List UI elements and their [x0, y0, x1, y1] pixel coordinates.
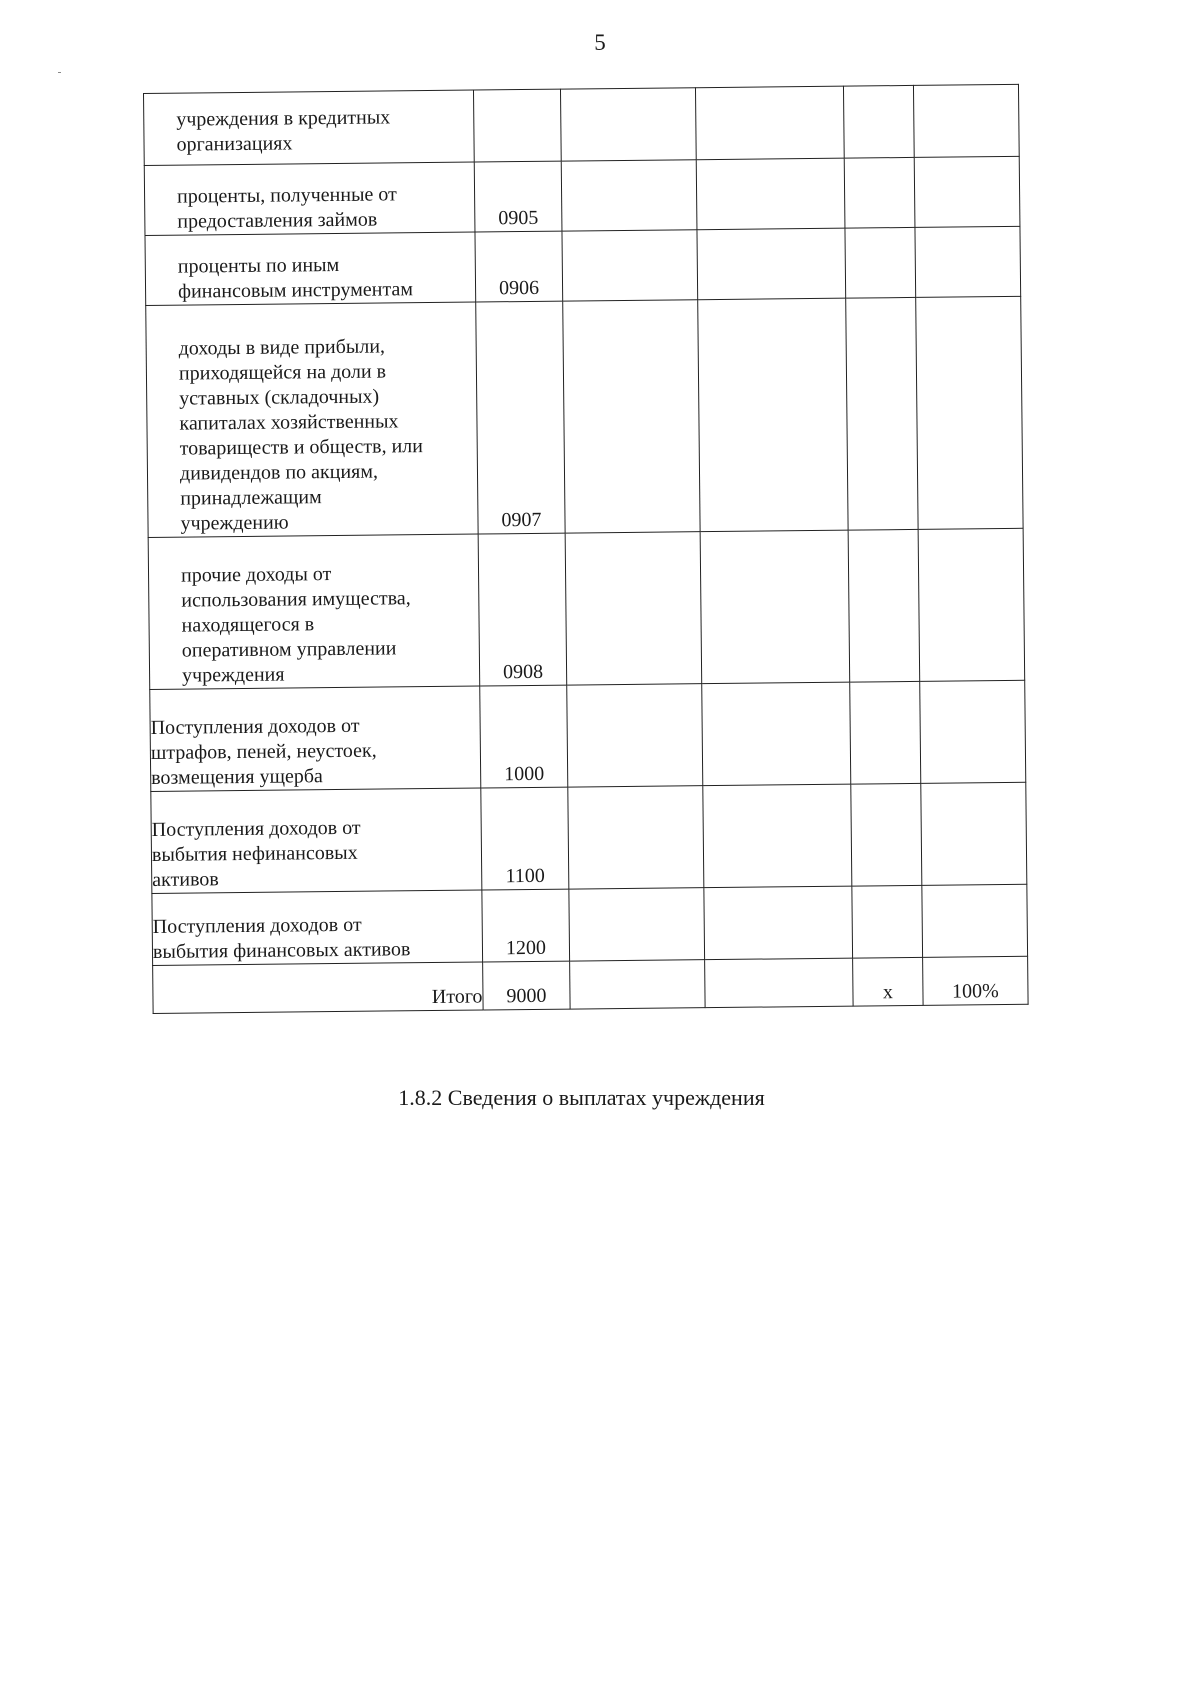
- income-table: [143, 84, 1029, 1014]
- total-row: [153, 956, 1028, 1013]
- value-cell: [852, 885, 923, 958]
- row-code: 0908: [478, 533, 567, 686]
- row-code: 0907: [476, 301, 565, 534]
- row-code: 1200: [482, 889, 570, 962]
- value-cell: [916, 296, 1023, 529]
- value-cell: [569, 888, 705, 961]
- total-col5: x: [853, 957, 923, 1006]
- value-cell: [851, 783, 922, 886]
- value-cell: [703, 784, 852, 888]
- income-table-container: [143, 84, 1029, 1014]
- table-row: [148, 528, 1025, 689]
- value-cell: [850, 681, 921, 784]
- value-cell: [845, 227, 916, 298]
- total-col6: 100%: [923, 956, 1028, 1005]
- value-cell: [918, 528, 1025, 681]
- row-name: Поступления доходов от выбытия финансовых активов: [152, 890, 483, 965]
- value-cell: [920, 680, 1026, 783]
- value-cell: [565, 532, 702, 685]
- section-heading: 1.8.2 Сведения о выплатах учреждения: [398, 1085, 765, 1110]
- value-cell: [922, 884, 1028, 957]
- value-cell: [560, 88, 696, 161]
- table-row: [150, 680, 1026, 791]
- table-row: [144, 156, 1020, 235]
- row-code: 0905: [474, 161, 562, 232]
- table-row: [144, 84, 1020, 165]
- value-cell: [562, 230, 698, 301]
- value-cell: [913, 84, 1019, 157]
- value-cell: [702, 682, 851, 786]
- value-cell: [568, 786, 704, 889]
- value-cell: [700, 530, 850, 684]
- row-name: доходы в виде прибыли, приходящейся на доли в уставных (складочных) капиталах хозяйственных товариществ и обществ, или дивидендов по акциям, принадлежащим учреждению: [146, 302, 478, 537]
- total-code: 9000: [483, 961, 570, 1010]
- value-cell: [915, 226, 1021, 297]
- row-name: учреждения в кредитных организациях: [144, 90, 475, 165]
- row-name: прочие доходы от использования имущества, находящегося в оперативном управлении учреждения: [148, 534, 480, 689]
- value-cell: [695, 86, 844, 160]
- value-cell: [844, 157, 915, 228]
- value-cell: [696, 158, 845, 230]
- value-cell: [698, 298, 848, 532]
- row-code: 0906: [475, 231, 563, 302]
- page-number: 5: [594, 30, 606, 55]
- table-row: [146, 296, 1023, 537]
- row-code: [473, 89, 561, 162]
- row-name: Поступления доходов от штрафов, пеней, неустоек, возмещения ущерба: [150, 686, 481, 791]
- value-cell: [843, 85, 914, 158]
- value-cell: [570, 960, 705, 1009]
- row-name: проценты по иным финансовым инструментам: [145, 232, 476, 305]
- value-cell: [561, 160, 697, 231]
- row-code: 1100: [481, 787, 569, 890]
- row-name: проценты, полученные от предоставления займов: [144, 162, 475, 235]
- value-cell: [846, 297, 918, 530]
- value-cell: [567, 684, 703, 787]
- row-name: Поступления доходов от выбытия нефинансовых активов: [151, 788, 482, 893]
- value-cell: [563, 300, 700, 533]
- value-cell: [921, 782, 1027, 885]
- scan-speck: [58, 72, 61, 73]
- row-code: 1000: [480, 685, 568, 788]
- value-cell: [848, 529, 920, 682]
- table-row: [152, 884, 1028, 965]
- value-cell: [914, 156, 1020, 227]
- value-cell: [697, 228, 846, 300]
- value-cell: [705, 958, 853, 1008]
- table-row: [151, 782, 1027, 893]
- table-row: [145, 226, 1021, 305]
- total-label: Итого: [153, 962, 483, 1013]
- value-cell: [704, 886, 853, 960]
